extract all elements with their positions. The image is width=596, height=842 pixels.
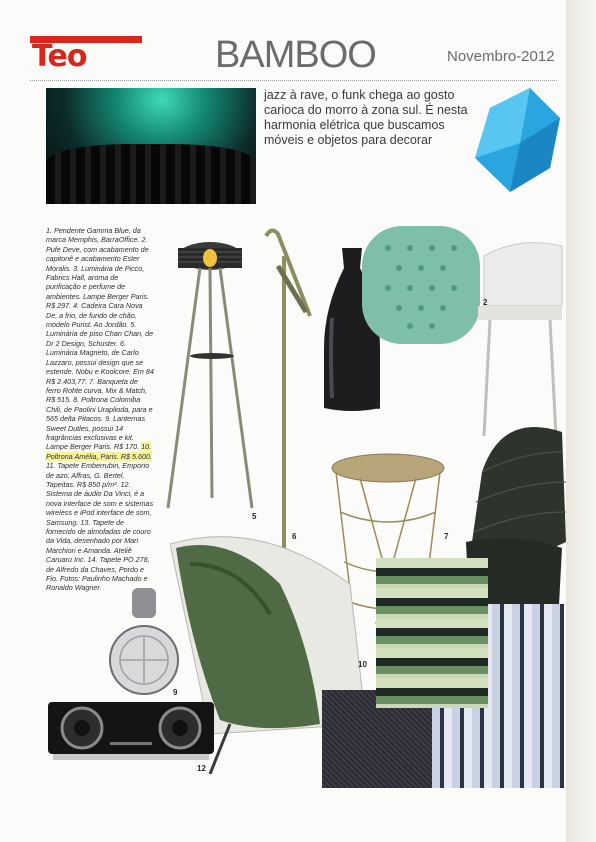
caption-item: 2. Pufe Deve, com acabamento de capitonê e acabamento Ester Moralis. 3. Luminária de Picco, Fabrics Hall, aroma de purificação e perfume de ambientes. Lampe Berger Paris. R$ 297. 4. Cadeira Cara Nova De, a frio, de fundo de chão, modelo Purist. Ao Jordão. 5. Luminária de piso Chan Chan, de Dr 2 Design, Schuster. 6. Luminária Magneto, de Carlo Lazzaro, possui design que se estende. Nobu e Koolcore. Em 84 R$ 2.403,77. 7. Banqueta de ferro Rohte curva, Mix & Match, R$ 515. 8. Poltrona Colomiba Chili, de Paolini Uraplioda, para e 565 delta Pitacos. 9. Lanternas Sweet Dutles, possui 14 fragrâncias exclusivas e kit. xyxy=(46,235,154,442)
rug-green-striped xyxy=(376,558,488,708)
section-title: BAMBOO xyxy=(215,34,376,76)
party-crowd-photo xyxy=(46,88,256,204)
audio-system xyxy=(48,702,214,754)
page-spine xyxy=(566,0,596,842)
tripod-floor-lamp xyxy=(160,238,260,528)
product-number: 5 xyxy=(252,512,257,521)
product-number: 7 xyxy=(444,532,449,541)
intro-paragraph: jazz à rave, o funk chega ao gosto carioca do morro à zona sul. É nesta harmonia elétrica que buscamos móveis e objetos para decorar xyxy=(264,88,468,147)
product-number: 3 xyxy=(376,402,381,411)
tufted-mint-pouf xyxy=(358,218,484,348)
caption-item: 1. Pendente Gamma Blue, da marca Memphis, BarraOffice. xyxy=(46,226,141,245)
product-number: 13 xyxy=(404,764,413,773)
caption-item: 11. Tapete Emberrubin, Emporio de azo, Affras, G. Bertel. Tapeitas. R$ 850 p/m². 12. Sistema de áudio Da Vinci, é a nova interface de som e sistemas wireless e iPod interface de som, Samsung. 13. Tapete de fornecido de almofadas de couro da Vida, desenhado por Mari Marchiori e Amanda. Ateliê Caruaru Inc. 14. Tapete PO 278, de Alfredo da Chaves, Pordo e Fio. Fotos: Paulinho Machado e Ronaldo Wagner. xyxy=(46,461,154,593)
caption-item-highlighted: 10. Poltrona Amélia, Paris. R$ 5.600. xyxy=(46,442,153,461)
magazine-logo xyxy=(30,36,142,74)
white-chair xyxy=(474,236,564,436)
blue-origami-lamp-photo xyxy=(470,88,560,192)
crowd-silhouette xyxy=(46,144,256,204)
audio-system-base xyxy=(53,754,209,760)
product-number: 9 xyxy=(173,688,178,697)
product-number: 11 xyxy=(460,688,469,697)
product-number: 12 xyxy=(197,764,206,773)
perfume-bottle xyxy=(108,588,180,696)
logo-text: Teo xyxy=(32,39,87,74)
header-divider xyxy=(30,80,557,81)
product-number: 10 xyxy=(358,660,367,669)
caption-item: Lampe Berger Paris. R$ 170. xyxy=(46,442,140,452)
product-number: 2 xyxy=(483,298,488,307)
speaker-drivers xyxy=(48,702,214,754)
product-number: 6 xyxy=(292,532,297,541)
product-number: 8 xyxy=(556,532,561,541)
product-captions xyxy=(46,226,154,593)
issue-date: Novembro-2012 xyxy=(447,48,555,65)
